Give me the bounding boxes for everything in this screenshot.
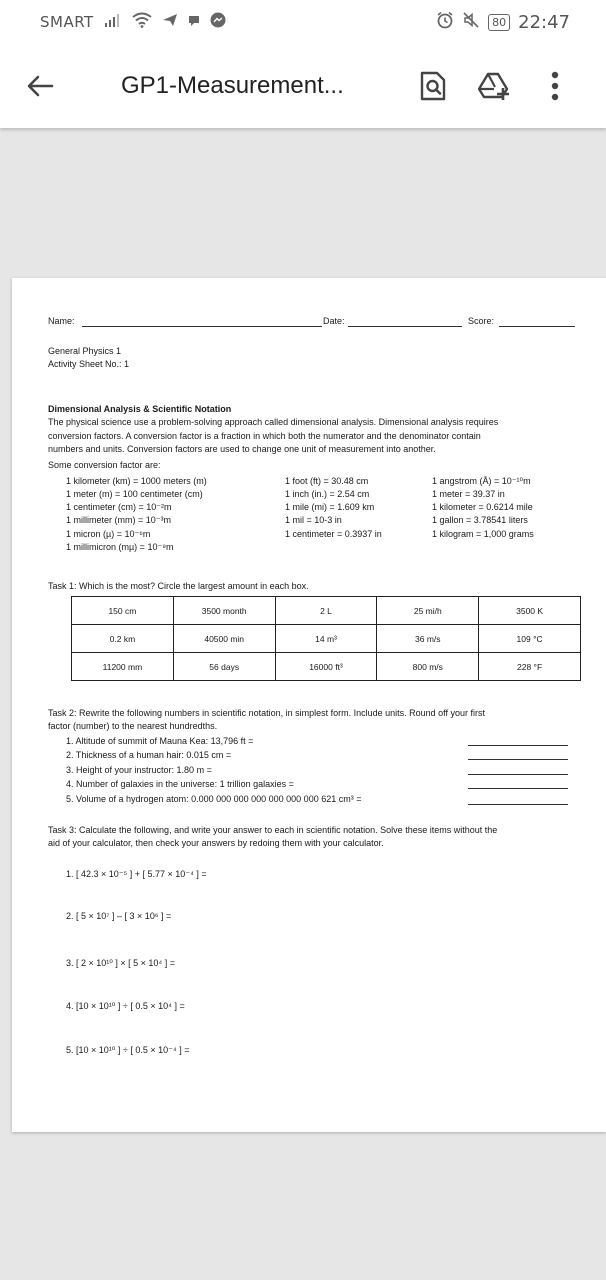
- document-title: GP1-Measurement...: [121, 72, 344, 99]
- conversion-item: 1 millimicron (mµ) = 10⁻⁹m: [66, 542, 174, 552]
- table-cell[interactable]: 150 cm: [72, 597, 174, 625]
- more-options-button[interactable]: [527, 44, 583, 128]
- task2-item: 5. Volume of a hydrogen atom: 0.000 000 000 000 000 000 000 621 cm³ =: [66, 794, 362, 804]
- task2-item: 4. Number of galaxies in the universe: 1 trillion galaxies =: [66, 779, 294, 789]
- conversion-item: 1 mil = 10-3 in: [285, 515, 342, 525]
- send-icon: [162, 13, 178, 31]
- task3-title: Task 3: Calculate the following, and write your answer to each in scientific notation. Solve these items without the: [48, 825, 498, 835]
- table-row: [72, 597, 581, 625]
- table-cell[interactable]: 109 °C: [479, 625, 581, 653]
- conversion-item: 1 inch (in.) = 2.54 cm: [285, 489, 370, 499]
- name-label: Name:: [48, 316, 75, 326]
- table-cell[interactable]: 3500 month: [173, 597, 275, 625]
- conversion-item: 1 centimeter (cm) = 10⁻²m: [66, 502, 172, 512]
- conversion-item: 1 kilometer (km) = 1000 meters (m): [66, 476, 207, 486]
- name-blank: [82, 326, 322, 327]
- carrier-label: SMART: [40, 13, 94, 31]
- answer-blank[interactable]: [468, 788, 568, 789]
- table-cell[interactable]: 14 m³: [275, 625, 377, 653]
- table-cell[interactable]: 11200 mm: [72, 653, 174, 681]
- task2-title: Task 2: Rewrite the following numbers in scientific notation, in simplest form. Include units. Round off your first: [48, 708, 486, 718]
- mute-icon: [462, 11, 480, 34]
- conversion-item: 1 meter (m) = 100 centimeter (cm): [66, 489, 203, 499]
- intro-line: conversion factors. A conversion factor is a fraction in which both the numerator and the denominator contain: [48, 431, 481, 441]
- date-label: Date:: [323, 316, 345, 326]
- table-cell[interactable]: 36 m/s: [377, 625, 479, 653]
- table-row: [72, 653, 581, 681]
- conversion-item: 1 gallon = 3.78541 liters: [432, 515, 528, 525]
- find-in-page-icon: [419, 71, 447, 101]
- task3-item: 2. [ 5 × 10⁷ ] – [ 3 × 10⁶ ] =: [66, 911, 172, 921]
- back-button[interactable]: [0, 44, 80, 128]
- table-cell[interactable]: 2 L: [275, 597, 377, 625]
- clock: 22:47: [518, 11, 570, 33]
- messenger-icon: [210, 12, 226, 32]
- conversion-item: 1 angstrom (Å) = 10⁻¹⁰m: [432, 476, 531, 486]
- task1-table: [71, 596, 581, 681]
- task2-title: factor (number) to the nearest hundredths.: [48, 721, 218, 731]
- arrow-back-icon: [26, 74, 54, 98]
- table-cell[interactable]: 0.2 km: [72, 625, 174, 653]
- add-to-drive-button[interactable]: [467, 44, 523, 128]
- wifi-icon: [132, 12, 152, 32]
- signal-icon: [104, 13, 122, 31]
- task2-item: 1. Altitude of summit of Mauna Kea: 13,796 ft =: [66, 736, 254, 746]
- score-blank: [499, 326, 575, 327]
- answer-blank[interactable]: [468, 804, 568, 805]
- document-page[interactable]: [12, 278, 606, 1132]
- add-to-drive-icon: [478, 71, 512, 101]
- table-cell[interactable]: 40500 min: [173, 625, 275, 653]
- conversion-item: 1 kilogram = 1,000 grams: [432, 529, 534, 539]
- table-cell[interactable]: 800 m/s: [377, 653, 479, 681]
- activity-number: Activity Sheet No.: 1: [48, 359, 130, 369]
- date-blank: [348, 326, 462, 327]
- task3-item: 1. [ 42.3 × 10⁻⁵ ] + [ 5.77 × 10⁻⁴ ] =: [66, 869, 207, 879]
- table-cell[interactable]: 228 °F: [479, 653, 581, 681]
- answer-blank[interactable]: [468, 745, 568, 746]
- table-cell[interactable]: 3500 K: [479, 597, 581, 625]
- conversion-item: 1 kilometer = 0.6214 mile: [432, 502, 533, 512]
- task2-item: 3. Height of your instructor: 1.80 m =: [66, 765, 212, 775]
- battery-icon: 80: [488, 14, 510, 31]
- conversion-item: 1 micron (µ) = 10⁻⁶m: [66, 529, 151, 539]
- app-bar: [0, 44, 606, 128]
- task3-item: 3. [ 2 × 10¹⁰ ] × [ 5 × 10⁴ ] =: [66, 958, 176, 968]
- task3-item: 4. [10 × 10¹⁰ ] ÷ [ 0.5 × 10⁴ ] =: [66, 1001, 185, 1011]
- score-label: Score:: [468, 316, 495, 326]
- conversion-heading: Some conversion factor are:: [48, 460, 161, 470]
- task1-title: Task 1: Which is the most? Circle the largest amount in each box.: [48, 581, 309, 591]
- answer-blank[interactable]: [468, 759, 568, 760]
- table-cell[interactable]: 25 mi/h: [377, 597, 479, 625]
- task3-title: aid of your calculator, then check your answers by redoing them with your calculator.: [48, 838, 384, 848]
- conversion-item: 1 millimeter (mm) = 10⁻³m: [66, 515, 172, 525]
- conversion-item: 1 mile (mi) = 1.609 km: [285, 502, 375, 512]
- more-vert-icon: [551, 71, 559, 101]
- task2-item: 2. Thickness of a human hair: 0.015 cm =: [66, 750, 232, 760]
- section-title: Dimensional Analysis & Scientific Notation: [48, 404, 232, 414]
- intro-line: The physical science use a problem-solving approach called dimensional analysis. Dimensional analysis requires: [48, 417, 499, 427]
- conversion-item: 1 foot (ft) = 30.48 cm: [285, 476, 369, 486]
- conversion-item: 1 centimeter = 0.3937 in: [285, 529, 382, 539]
- find-in-document-button[interactable]: [405, 44, 461, 128]
- course-name: General Physics 1: [48, 346, 122, 356]
- table-row: [72, 625, 581, 653]
- alarm-icon: [436, 11, 454, 34]
- status-bar: [0, 0, 606, 44]
- answer-blank[interactable]: [468, 774, 568, 775]
- table-cell[interactable]: 56 days: [173, 653, 275, 681]
- task3-item: 5. [10 × 10¹⁰ ] ÷ [ 0.5 × 10⁻⁴ ] =: [66, 1045, 190, 1055]
- table-cell[interactable]: 16000 ft³: [275, 653, 377, 681]
- intro-line: numbers and units. Conversion factors are used to change one unit of measurement into another.: [48, 444, 436, 454]
- conversion-item: 1 meter = 39.37 in: [432, 489, 505, 499]
- notification-icon: [188, 13, 200, 31]
